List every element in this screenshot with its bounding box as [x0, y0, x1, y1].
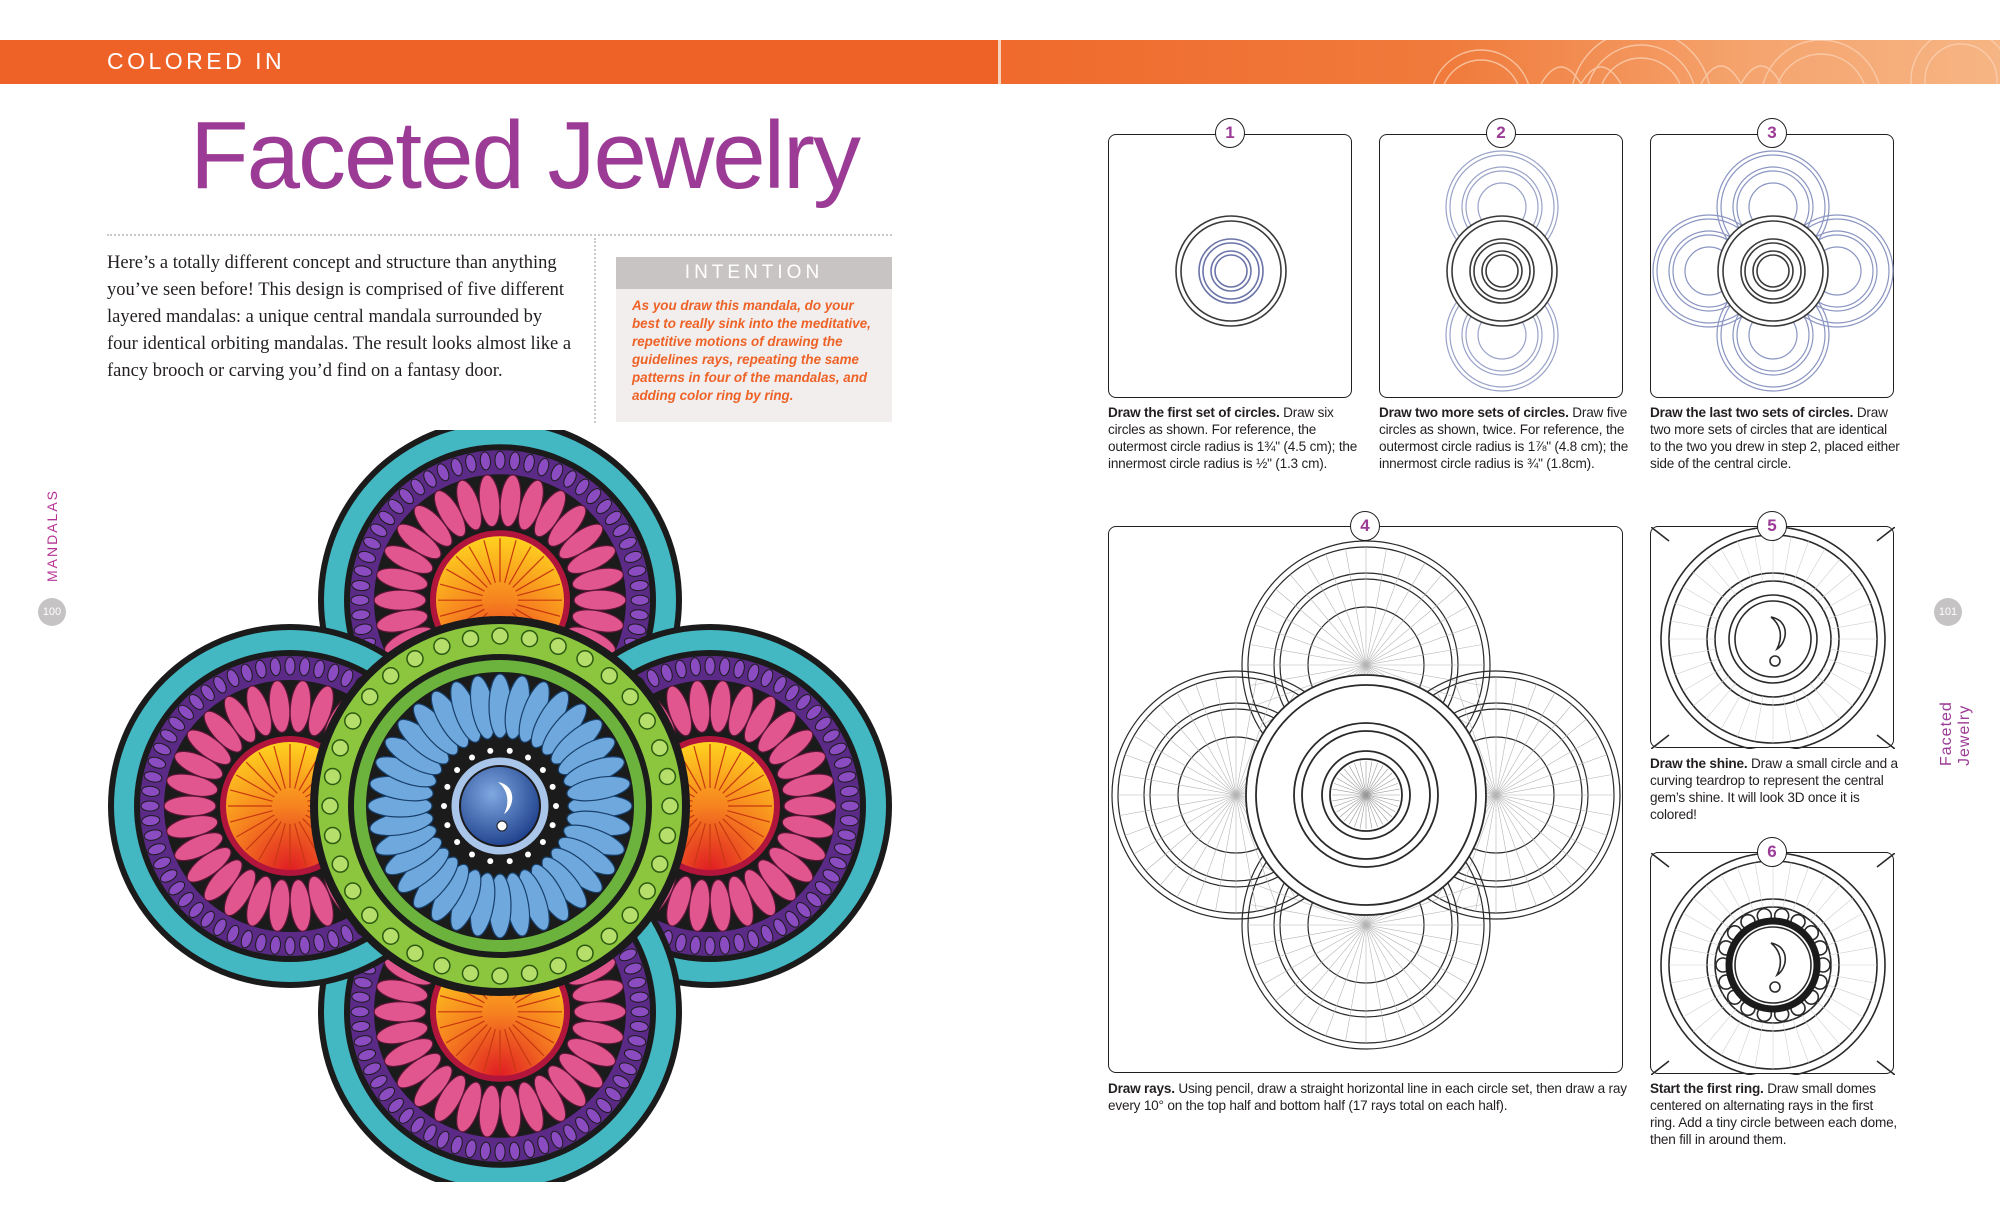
page-number-left: 100 [38, 598, 66, 626]
step-6-number: 6 [1757, 837, 1787, 867]
header-lace-pattern [1001, 40, 2000, 84]
step-2-drawing [1380, 135, 1624, 399]
step-1-number: 1 [1215, 118, 1245, 148]
step-4-title: Draw rays. [1108, 1081, 1175, 1096]
step-3-drawing [1651, 135, 1895, 399]
step-4-number: 4 [1350, 511, 1380, 541]
step-5-caption [1650, 755, 1900, 823]
side-label-right: Faceted Jewelry [1938, 701, 1973, 766]
header-divider [998, 40, 1001, 84]
step-2-caption [1379, 404, 1629, 472]
step-2-box [1379, 134, 1623, 398]
step-6-caption [1650, 1080, 1900, 1148]
step-4-drawing [1109, 527, 1624, 1074]
step-1-drawing [1109, 135, 1353, 399]
step-6-title: Start the first ring. [1650, 1081, 1764, 1096]
intro-paragraph: Here’s a totally different concept and structure than anything you’ve seen before! This design is comprised of five different layered mandalas: a unique central mandala surrounded by four identical orbiting mandalas. The result looks almost like a fancy brooch or carving you’d find on a fantasy door. [107, 253, 572, 381]
step-3-number: 3 [1757, 118, 1787, 148]
intro-divider [594, 238, 596, 423]
step-2-number: 2 [1486, 118, 1516, 148]
step-1-caption [1108, 404, 1358, 472]
side-label-left: MANDALAS [44, 488, 60, 582]
page-title: Faceted Jewelry [190, 102, 859, 209]
step-5-box [1650, 526, 1894, 748]
step-6-box [1650, 852, 1894, 1074]
step-5-drawing [1651, 527, 1895, 749]
central-mandala [310, 616, 690, 996]
header-band-decoration [1001, 40, 2000, 84]
title-rule [107, 234, 892, 236]
intention-box [616, 257, 892, 422]
step-3-text: Draw two more sets of circles that are identical to the two you drew in step 2, placed either side of the central circle. [1650, 405, 1900, 471]
step-3-caption [1650, 404, 1900, 472]
step-4-caption [1108, 1080, 1628, 1114]
step-5-text: Draw a small circle and a curving teardrop to represent the central gem’s shine. It will look 3D once it is colored! [1650, 756, 1898, 822]
step-5-number: 5 [1757, 511, 1787, 541]
section-title: COLORED IN [107, 48, 286, 74]
step-1-title: Draw the first set of circles. [1108, 405, 1280, 420]
intention-heading: INTENTION [616, 257, 892, 289]
step-1-text: Draw six circles as shown. For reference, the outermost circle radius is 1¾" (4.5 cm); the innermost circle radius is ½" (1.3 cm). [1108, 405, 1358, 471]
step-6-drawing [1651, 853, 1895, 1075]
intention-text: As you draw this mandala, do your best to really sink into the meditative, repetitive motions of drawing the guidelines rays, repeating the same patterns in four of the mandalas, and adding color ring by ring. [632, 298, 871, 403]
page-number-right: 101 [1934, 598, 1962, 626]
step-1-box [1108, 134, 1352, 398]
step-4-text: Using pencil, draw a straight horizontal line in each circle set, then draw a ray every 10° on the top half and bottom half (17 rays total on each half). [1108, 1081, 1627, 1113]
step-6-text: Draw small domes centered on alternating rays in the first ring. Add a tiny circle between each dome, then fill in around them. [1650, 1081, 1898, 1147]
step-2-text: Draw five circles as shown, twice. For reference, the outermost circle radius is 1⅞" (4.8 cm); the innermost circle radius is ¾" (1.8cm). [1379, 405, 1629, 471]
step-5-title: Draw the shine. [1650, 756, 1748, 771]
colored-mandala-illustration [107, 430, 893, 1182]
step-2-title: Draw two more sets of circles. [1379, 405, 1569, 420]
step-3-box [1650, 134, 1894, 398]
step-3-title: Draw the last two sets of circles. [1650, 405, 1854, 420]
step-4-box [1108, 526, 1623, 1073]
